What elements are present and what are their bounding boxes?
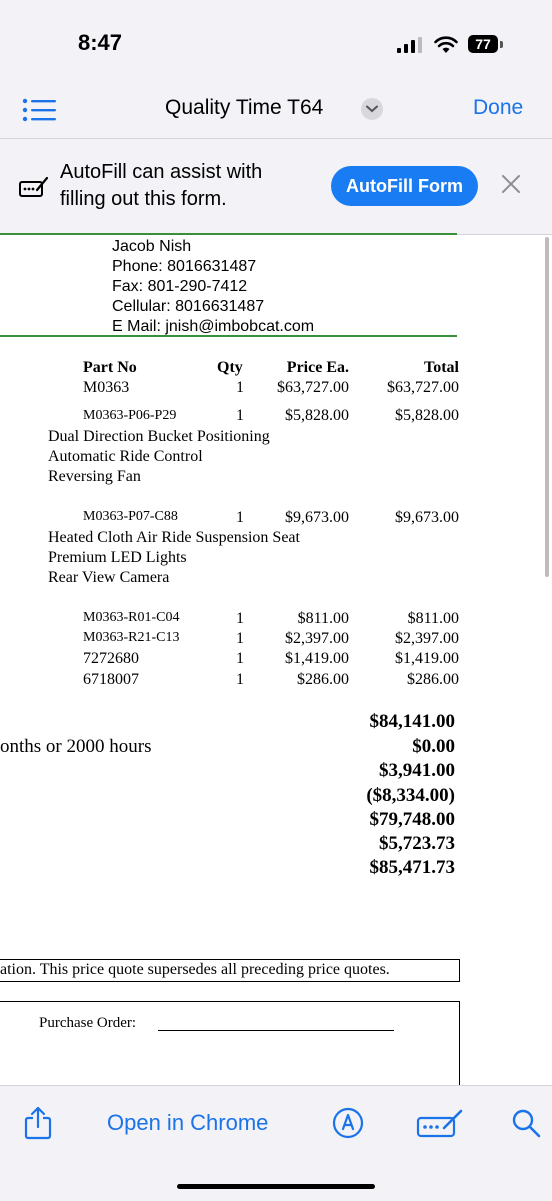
table-row-total: $1,419.00 <box>395 650 459 667</box>
header-qty: Qty <box>217 359 243 376</box>
scrollbar[interactable] <box>545 237 549 577</box>
battery-nub <box>500 41 503 48</box>
table-row-part: 7272680 <box>83 650 139 667</box>
home-indicator[interactable] <box>177 1184 375 1189</box>
contact-cellular: Cellular: 8016631487 <box>112 298 265 315</box>
purchase-order-field[interactable] <box>158 1030 394 1031</box>
form-fill-icon[interactable] <box>416 1108 464 1138</box>
table-row-qty: 1 <box>236 650 244 667</box>
autofill-message <box>60 159 310 213</box>
table-row-part: M0363-P06-P29 <box>83 408 177 423</box>
open-in-chrome-button[interactable]: Open in Chrome <box>107 1110 269 1135</box>
feature-line: Premium LED Lights <box>48 549 187 566</box>
header-part-no: Part No <box>83 359 137 376</box>
table-row-price: $811.00 <box>297 610 349 627</box>
table-row-qty: 1 <box>236 610 244 627</box>
table-row-price: $9,673.00 <box>285 509 349 526</box>
wifi-icon <box>434 36 458 54</box>
table-row-qty: 1 <box>236 509 244 526</box>
markup-icon[interactable] <box>332 1107 364 1139</box>
contact-name: Jacob Nish <box>112 238 192 255</box>
table-row-qty: 1 <box>236 671 244 688</box>
status-time: 8:47 <box>78 30 123 55</box>
feature-line: Rear View Camera <box>48 569 170 586</box>
total-amount: $85,471.73 <box>369 857 455 878</box>
table-row-price: $286.00 <box>297 671 349 688</box>
header-total: Total <box>424 359 459 376</box>
warranty-text: onths or 2000 hours <box>0 736 152 757</box>
feature-line: Automatic Ride Control <box>48 448 203 465</box>
table-row-part: M0363-P07-C88 <box>83 509 178 524</box>
contact-fax: Fax: 801-290-7412 <box>112 278 248 295</box>
table-row-qty: 1 <box>236 407 244 424</box>
table-row-qty: 1 <box>236 379 244 396</box>
table-row-total: $811.00 <box>407 610 459 627</box>
divider-line <box>0 233 457 235</box>
total-amount: $5,723.73 <box>379 833 455 854</box>
autofill-banner <box>0 139 552 235</box>
contact-block <box>112 237 314 337</box>
feature-line: Reversing Fan <box>48 468 141 485</box>
done-button[interactable]: Done <box>473 96 524 119</box>
table-row-total: $286.00 <box>407 671 459 688</box>
purchase-order-label: Purchase Order: <box>39 1015 137 1031</box>
total-amount: $79,748.00 <box>369 809 455 830</box>
autofill-form-button[interactable]: AutoFill Form <box>331 166 478 206</box>
total-amount: ($8,334.00) <box>366 785 455 806</box>
table-row-price: $2,397.00 <box>285 630 349 647</box>
quote-note: ation. This price quote supersedes all preceding price quotes. <box>0 961 390 978</box>
feature-line: Heated Cloth Air Ride Suspension Seat <box>48 529 300 546</box>
table-row-price: $63,727.00 <box>277 379 349 396</box>
table-row-part: M0363 <box>83 379 130 396</box>
table-row-part: M0363-R21-C13 <box>83 630 180 645</box>
contact-email: E Mail: jnish@imbobcat.com <box>112 318 315 335</box>
total-amount: $0.00 <box>412 736 455 757</box>
status-bar <box>0 0 552 88</box>
battery-icon: 77 <box>468 35 498 53</box>
header-price: Price Ea. <box>286 359 349 376</box>
table-row-total: $63,727.00 <box>387 379 459 396</box>
cellular-signal-icon <box>397 37 423 53</box>
chevron-down-icon[interactable] <box>361 98 383 120</box>
table-row-price: $5,828.00 <box>285 407 349 424</box>
table-row-qty: 1 <box>236 630 244 647</box>
total-amount: $3,941.00 <box>379 760 455 781</box>
table-row-part: M0363-R01-C04 <box>83 610 180 625</box>
table-row-total: $9,673.00 <box>395 509 459 526</box>
close-icon[interactable] <box>500 173 522 195</box>
table-row-total: $5,828.00 <box>395 407 459 424</box>
list-icon[interactable] <box>22 96 56 124</box>
table-row-price: $1,419.00 <box>285 650 349 667</box>
nav-bar <box>0 88 552 139</box>
search-icon[interactable] <box>511 1108 541 1138</box>
contact-phone: Phone: 8016631487 <box>112 258 257 275</box>
share-icon[interactable] <box>24 1106 52 1140</box>
autofill-message-line2: filling out this form. <box>60 188 227 210</box>
table-row-total: $2,397.00 <box>395 630 459 647</box>
feature-line: Dual Direction Bucket Positioning <box>48 428 270 445</box>
form-fill-icon <box>19 176 49 198</box>
total-amount: $84,141.00 <box>369 711 455 732</box>
table-row-part: 6718007 <box>83 671 139 688</box>
document-title[interactable]: Quality Time T64 <box>165 96 324 119</box>
divider-line <box>0 335 457 337</box>
autofill-message-line1: AutoFill can assist with <box>60 161 263 183</box>
